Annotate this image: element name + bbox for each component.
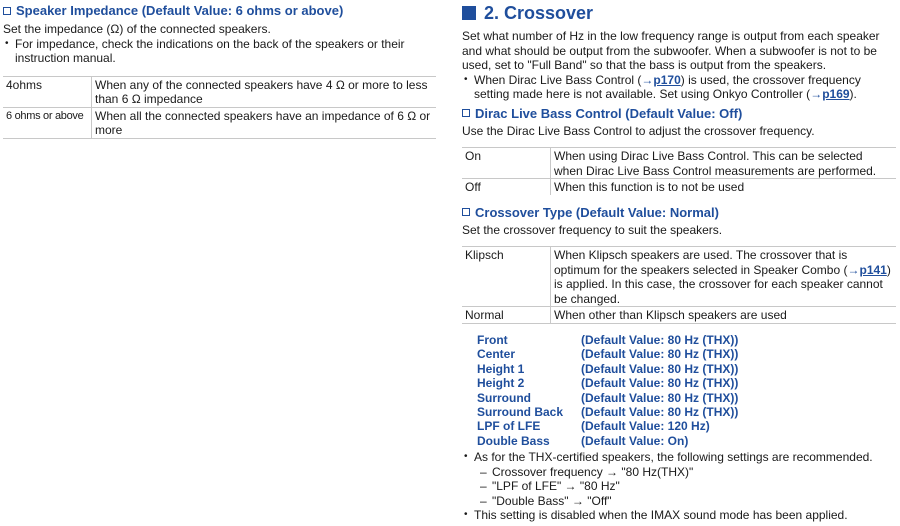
crossover-title: 2. Crossover xyxy=(462,2,896,24)
default-name: Surround xyxy=(477,390,531,405)
table-row xyxy=(462,307,896,324)
list-item xyxy=(477,391,738,405)
table-cell-desc: When this function is to not be used xyxy=(554,180,745,194)
imax-bullet: • This setting is disabled when the IMAX sound mode has been applied. xyxy=(462,508,896,523)
table-cell-desc: When any of the connected speakers have 4 Ω or more to less than 6 Ω impedance xyxy=(95,77,428,106)
table-row xyxy=(462,247,896,307)
list-item xyxy=(477,434,738,448)
default-name: LPF of LFE xyxy=(477,419,541,434)
crossover-section xyxy=(462,0,896,324)
table-cell-option: 4ohms xyxy=(3,76,92,107)
crossover-type-heading: Crossover Type (Default Value: Normal) xyxy=(462,205,896,220)
list-item xyxy=(477,376,738,390)
table-row xyxy=(3,76,436,107)
default-name: Surround Back xyxy=(477,405,564,420)
default-value: (Default Value: 80 Hz (THX)) xyxy=(581,361,739,376)
dirac-note-bullet: • When Dirac Live Bass Control (→p170) is used, the crossover frequency setting made here is not available. Set using Onkyo Controller (→p169). xyxy=(462,73,896,102)
table-cell-desc: When using Dirac Live Bass Control. This can be selected when Dirac Live Bass Control measurements are performed. xyxy=(554,149,877,178)
default-value: (Default Value: 80 Hz (THX)) xyxy=(581,333,739,347)
speaker-impedance-section xyxy=(3,0,436,139)
table-cell-option: 6 ohms or above xyxy=(3,107,92,138)
thx-item: – Crossover frequency → "80 Hz(THX)" xyxy=(462,465,896,480)
page-link-p169[interactable]: p169 xyxy=(822,87,850,101)
table-cell-desc: When Klipsch speakers are used. The crossover that is optimum for the speakers selected in Speaker Combo (→p141) is applied. In this case, the crossover for each speaker cannot be changed. xyxy=(554,248,891,306)
crossover-type-intro: Set the crossover frequency to suit the speakers. xyxy=(462,222,723,237)
list-item xyxy=(477,419,738,433)
arrow-icon: → xyxy=(810,87,823,101)
default-name: Front xyxy=(477,333,508,347)
table-cell-option: Klipsch xyxy=(462,247,551,307)
page-link-p141[interactable]: p141 xyxy=(859,262,887,277)
table-cell-option: Off xyxy=(462,179,551,195)
dirac-table xyxy=(462,147,896,195)
default-value: (Default Value: 80 Hz (THX)) xyxy=(581,390,739,405)
square-bullet-icon xyxy=(462,6,476,20)
speaker-impedance-bullet: • For impedance, check the indications on the back of the speakers or their instruction manual. xyxy=(3,37,436,66)
table-row xyxy=(462,148,896,179)
default-value: (Default Value: 80 Hz (THX)) xyxy=(581,347,739,362)
page-link-p170[interactable]: p170 xyxy=(653,72,681,87)
default-name: Center xyxy=(477,347,516,362)
thx-notes xyxy=(462,450,896,523)
default-name: Height 1 xyxy=(477,361,525,376)
default-value: (Default Value: 80 Hz (THX)) xyxy=(581,405,739,420)
table-cell-option: On xyxy=(462,148,551,179)
thx-item: – "LPF of LFE" → "80 Hz" xyxy=(462,479,896,494)
speaker-impedance-heading: Speaker Impedance (Default Value: 6 ohms or above) xyxy=(3,3,436,18)
speaker-impedance-intro: Set the impedance (Ω) of the connected speakers. xyxy=(3,22,271,36)
table-row xyxy=(462,179,896,195)
table-cell-desc: When all the connected speakers have an impedance of 6 Ω or more xyxy=(95,108,431,137)
table-row xyxy=(3,107,436,138)
thx-bullet: • As for the THX-certified speakers, the following settings are recommended. xyxy=(462,450,896,465)
default-value: (Default Value: On) xyxy=(581,433,689,448)
checkbox-square-icon xyxy=(462,109,470,117)
dirac-intro: Use the Dirac Live Bass Control to adjust the crossover frequency. xyxy=(462,123,815,138)
default-name: Height 2 xyxy=(477,376,525,391)
table-cell-option: Normal xyxy=(462,307,551,324)
crossover-type-table xyxy=(462,246,896,324)
crossover-intro: Set what number of Hz in the low frequency range is output from each speaker and what should be output from the subwoofer. When a subwoofer is not to be used, set to "Full Band" so that the bass is output from the speakers. xyxy=(462,29,880,72)
thx-item: – "Double Bass" → "Off" xyxy=(462,494,896,509)
default-value: (Default Value: 80 Hz (THX)) xyxy=(581,376,739,391)
default-name: Double Bass xyxy=(477,433,550,448)
checkbox-square-icon xyxy=(462,208,470,216)
speaker-defaults-list xyxy=(477,333,738,448)
arrow-icon: → xyxy=(641,72,654,87)
table-cell-desc: When other than Klipsch speakers are used xyxy=(554,308,787,322)
list-item xyxy=(477,347,738,361)
list-item xyxy=(477,362,738,376)
arrow-icon: → xyxy=(847,262,860,277)
checkbox-square-icon xyxy=(3,7,11,15)
impedance-table xyxy=(3,76,436,139)
list-item xyxy=(477,405,738,419)
dirac-heading: Dirac Live Bass Control (Default Value: Off) xyxy=(462,106,896,121)
list-item xyxy=(477,333,738,347)
default-value: (Default Value: 120 Hz) xyxy=(581,419,710,434)
